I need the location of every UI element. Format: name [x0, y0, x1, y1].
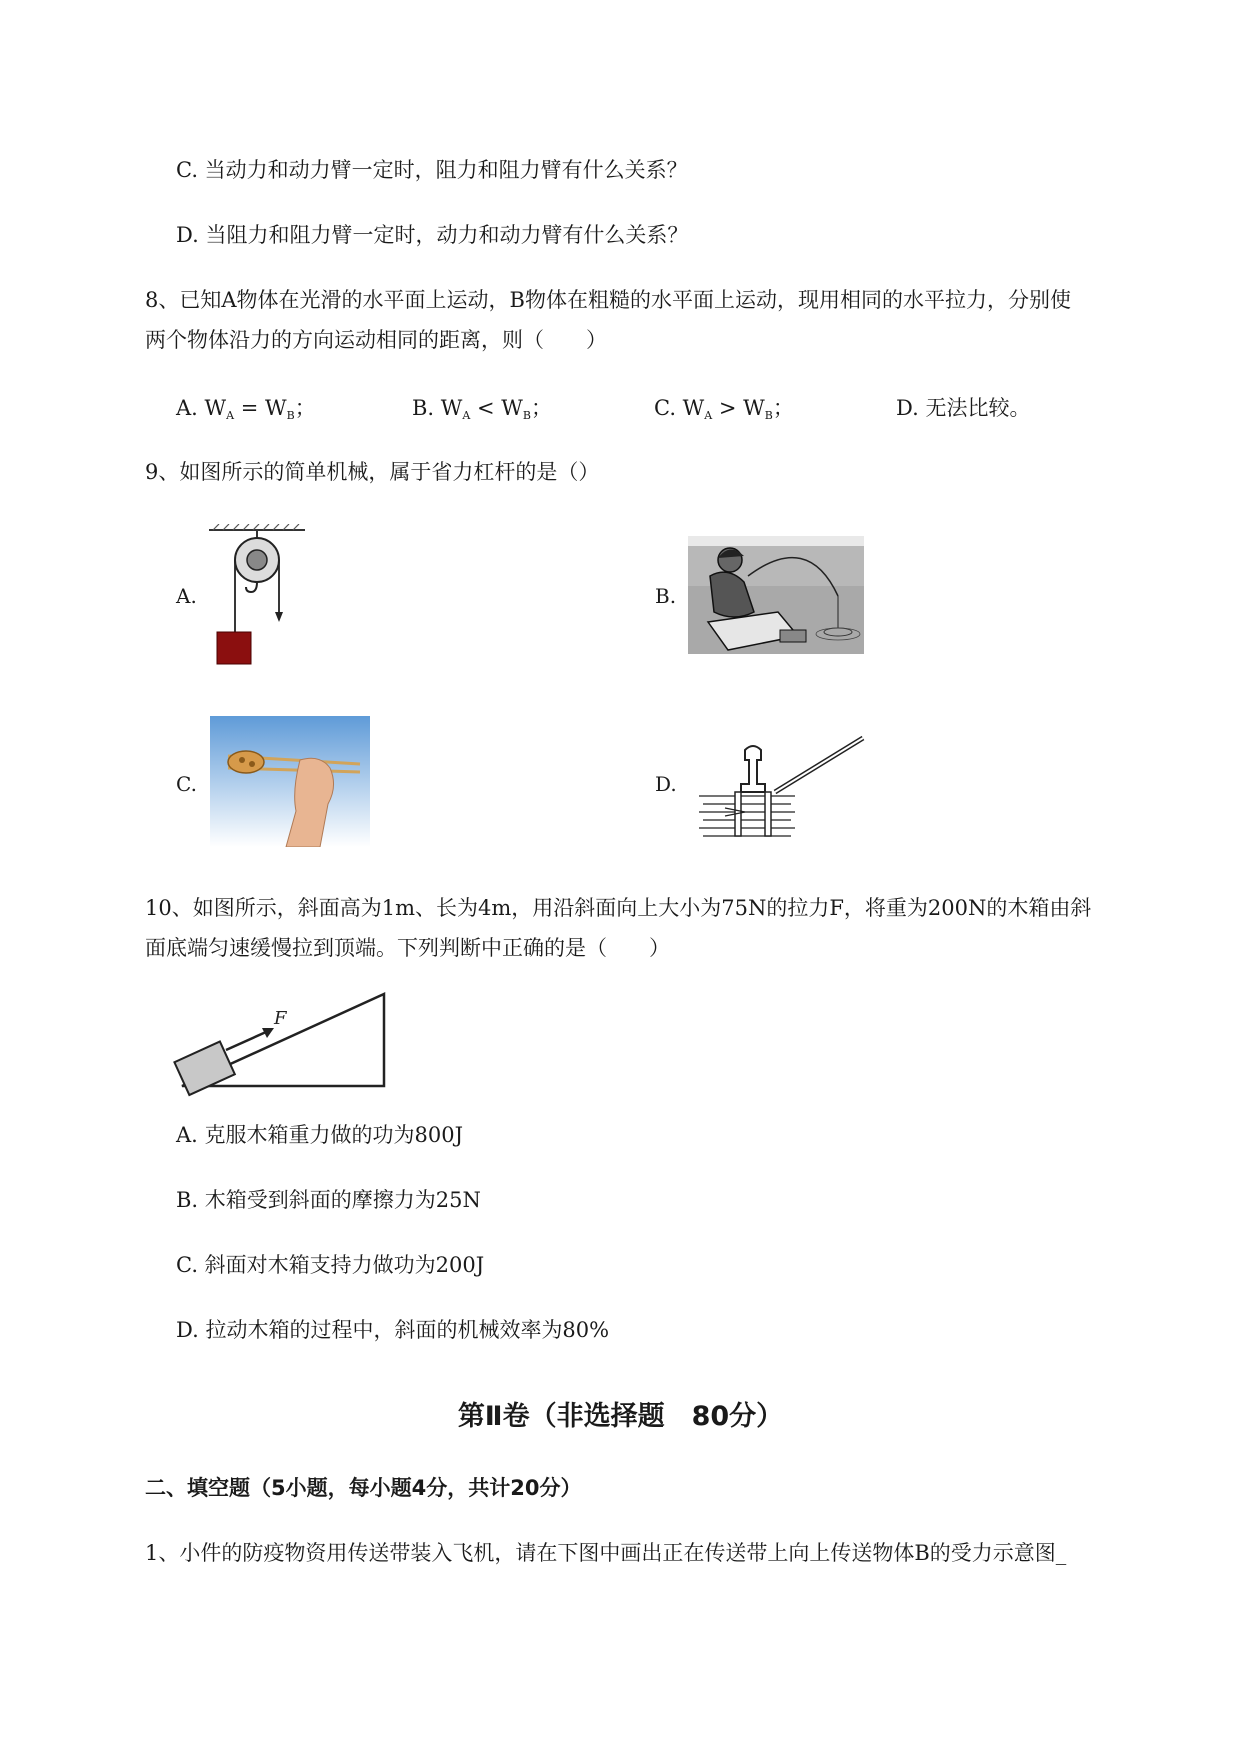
fishing-figure — [688, 536, 864, 654]
section-heading: 二、填空题（5小题，每小题4分，共计20分） — [145, 1476, 582, 1500]
q9-label-b: B. — [655, 584, 677, 608]
crowbar-figure — [695, 732, 870, 842]
q9-label-d: D. — [655, 772, 677, 796]
part2-q1: 1、小件的防疫物资用传送带装入飞机，请在下图中画出正在传送带上向上传送物体B的受力示意图_ — [145, 1541, 1067, 1565]
pulley-figure — [205, 524, 311, 669]
force-label: F — [274, 1008, 287, 1029]
q8-stem-line1: 8、已知A物体在光滑的水平面上运动，B物体在粗糙的水平面上运动，现用相同的水平拉力，分别使 — [145, 288, 1071, 312]
q10-option-c: C. 斜面对木箱支持力做功为200J — [176, 1253, 485, 1277]
q8-option-a: A. $W_A = W_B$； — [176, 396, 316, 422]
q10-option-a: A. 克服木箱重力做的功为800J — [176, 1123, 464, 1147]
q10-option-d: D. 拉动木箱的过程中，斜面的机械效率为80% — [176, 1318, 610, 1342]
q8-stem-line2: 两个物体沿力的方向运动相同的距离，则（ ） — [145, 328, 607, 352]
q9-stem: 9、如图所示的简单机械，属于省力杠杆的是（） — [145, 460, 600, 484]
q7-option-d: D. 当阻力和阻力臂一定时，动力和动力臂有什么关系？ — [176, 223, 689, 247]
q10-option-b: B. 木箱受到斜面的摩擦力为25N — [176, 1188, 481, 1212]
q10-stem-line2: 面底端匀速缓慢拉到顶端。下列判断中正确的是（ ） — [145, 936, 670, 960]
q7-option-c: C. 当动力和动力臂一定时，阻力和阻力臂有什么关系？ — [176, 158, 688, 182]
q9-label-c: C. — [176, 772, 197, 796]
chopsticks-figure — [210, 716, 370, 847]
incline-figure — [170, 990, 394, 1100]
part2-title: 第Ⅱ卷（非选择题 80分） — [457, 1401, 784, 1432]
q8-option-d: D. 无法比较。 — [896, 396, 1031, 420]
q10-stem-line1: 10、如图所示，斜面高为1m、长为4m，用沿斜面向上大小为75N的拉力F，将重为200N的木箱由斜 — [145, 896, 1092, 920]
q8-option-c: C. $W_A > W_B$； — [654, 396, 794, 422]
q9-label-a: A. — [176, 584, 197, 608]
q8-option-b: B. $W_A < W_B$； — [412, 396, 552, 422]
